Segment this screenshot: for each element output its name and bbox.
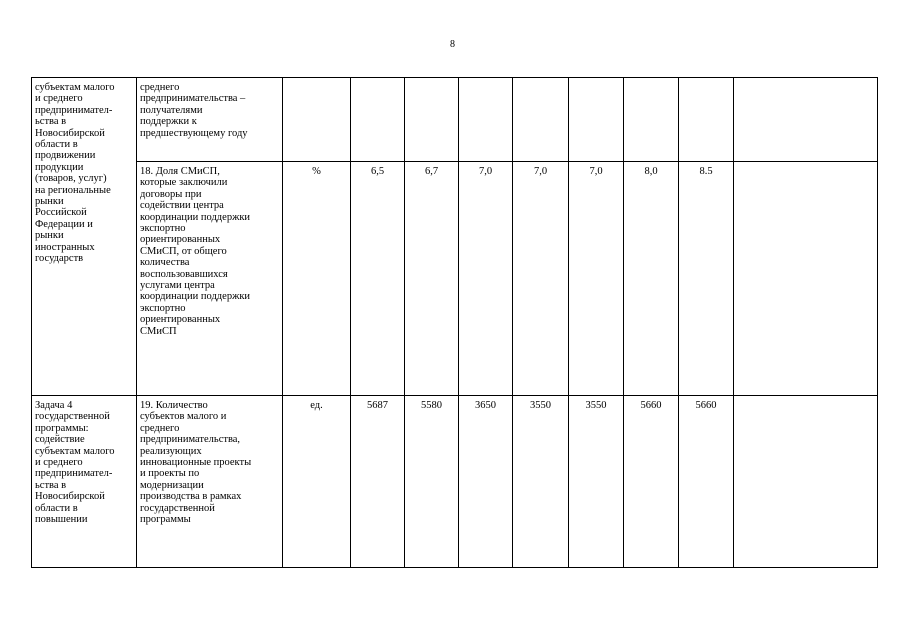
goal-cell: Задача 4 государственной программы: содействие субъектам малого и среднего предпринимател- ьства в Новосибирской области в повышении (32, 396, 137, 568)
page-number: 8 (450, 39, 455, 50)
note-cell (734, 396, 878, 568)
value-cell: 5687 (351, 396, 405, 568)
note-cell (734, 162, 878, 396)
value-cell: 5660 (624, 396, 679, 568)
value-cell: 5580 (405, 396, 459, 568)
value-cell (459, 78, 513, 162)
value-cell (405, 78, 459, 162)
value-cell (351, 78, 405, 162)
value-cell: 6,5 (351, 162, 405, 396)
value-cell: 7,0 (513, 162, 569, 396)
unit-cell (283, 78, 351, 162)
unit-cell: % (283, 162, 351, 396)
value-cell: 6,7 (405, 162, 459, 396)
value-cell (679, 78, 734, 162)
value-cell: 3550 (513, 396, 569, 568)
note-cell (734, 78, 878, 162)
table-row (32, 78, 878, 162)
value-cell: 8.5 (679, 162, 734, 396)
value-cell (569, 78, 624, 162)
value-cell: 5660 (679, 396, 734, 568)
indicator-cell: 19. Количество субъектов малого и среднего предпринимательства, реализующих инновационные проекты и проекты по модернизации производства в рамках государственной программы (137, 396, 283, 568)
table-row (32, 162, 878, 396)
value-cell: 7,0 (459, 162, 513, 396)
value-cell: 8,0 (624, 162, 679, 396)
indicator-cell: 18. Доля СМиСП, которые заключили договоры при содействии центра координации поддержки экспортно ориентированных СМиСП, от общего количества воспользовавшихся услугами центра координации поддержки экспортно ориентированных СМиСП (137, 162, 283, 396)
unit-cell: ед. (283, 396, 351, 568)
value-cell (513, 78, 569, 162)
indicator-cell: среднего предпринимательства – получателями поддержки к предшествующему году (137, 78, 283, 162)
goal-cell: субъектам малого и среднего предпринимател- ьства в Новосибирской области в продвижении продукции (товаров, услуг) на региональные рынки Российской Федерации и рынки иностранных государств (32, 78, 137, 396)
value-cell (624, 78, 679, 162)
indicators-table (31, 77, 878, 568)
value-cell: 7,0 (569, 162, 624, 396)
table-row (32, 396, 878, 568)
value-cell: 3550 (569, 396, 624, 568)
value-cell: 3650 (459, 396, 513, 568)
